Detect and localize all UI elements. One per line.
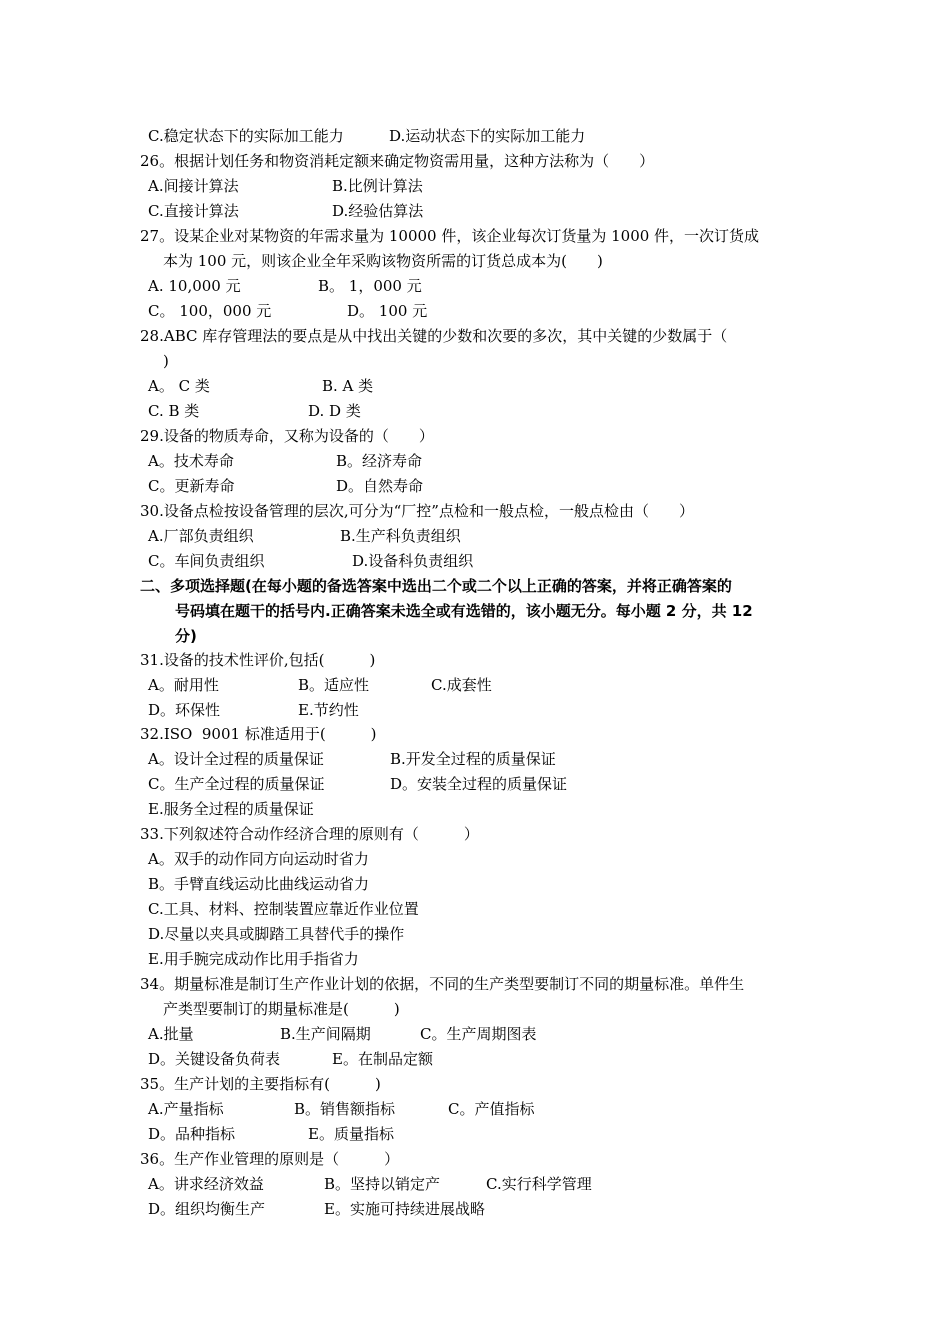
q34-stem-line-2: 产类型要制订的期量标准是( ) — [163, 1000, 400, 1018]
q36-option-b: B。坚持以销定产 — [324, 1175, 441, 1193]
section-2-heading-line-2: 号码填在题干的括号内.正确答案未选全或有选错的，该小题无分。每小题 2 分，共 12 — [175, 602, 753, 620]
q25-option-d: D.运动状态下的实际加工能力 — [389, 127, 586, 145]
q34-option-d: D。关键设备负荷表 — [148, 1050, 281, 1068]
q31-option-a: A。耐用性 — [148, 676, 219, 694]
q32-option-d: D。安装全过程的质量保证 — [390, 775, 568, 793]
q29-option-b: B。经济寿命 — [336, 452, 423, 470]
q35-option-b: B。销售额指标 — [294, 1100, 396, 1118]
q29-stem: 29.设备的物质寿命，又称为设备的（ ） — [140, 427, 434, 445]
q32-option-c: C。生产全过程的质量保证 — [148, 775, 325, 793]
q36-option-e: E。实施可持续进展战略 — [324, 1200, 485, 1218]
q33-option-b: B。手臂直线运动比曲线运动省力 — [148, 875, 370, 893]
q25-option-c: C.稳定状态下的实际加工能力 — [148, 127, 344, 145]
q34-option-e: E。在制品定额 — [332, 1050, 433, 1068]
q27-option-b: B。 1，000 元 — [318, 277, 422, 295]
q35-stem: 35。生产计划的主要指标有( ) — [140, 1075, 381, 1093]
q27-stem-line-2: 本为 100 元，则该企业全年采购该物资所需的订货总成本为( ) — [163, 252, 603, 270]
q35-option-d: D。品种指标 — [148, 1125, 236, 1143]
q28-option-a: A。 C 类 — [148, 377, 210, 395]
q28-stem-line-2: ) — [163, 352, 169, 370]
q36-option-c: C.实行科学管理 — [486, 1175, 592, 1193]
q28-option-d: D. D 类 — [308, 402, 361, 420]
q30-option-d: D.设备科负责组织 — [352, 552, 474, 570]
q36-option-a: A。讲求经济效益 — [148, 1175, 264, 1193]
q26-option-a: A.间接计算法 — [148, 177, 239, 195]
q36-option-d: D。组织均衡生产 — [148, 1200, 266, 1218]
q29-option-c: C。更新寿命 — [148, 477, 235, 495]
q28-option-b: B. A 类 — [322, 377, 374, 395]
q35-option-e: E。质量指标 — [308, 1125, 394, 1143]
q30-option-c: C。车间负责组织 — [148, 552, 265, 570]
q26-option-d: D.经验估算法 — [332, 202, 424, 220]
q34-option-a: A.批量 — [148, 1025, 194, 1043]
q26-stem: 26。根据计划任务和物资消耗定额来确定物资需用量，这种方法称为（ ） — [140, 152, 655, 170]
q28-option-c: C. B 类 — [148, 402, 200, 420]
section-2-heading-line-3: 分) — [175, 627, 197, 645]
q31-stem: 31.设备的技术性评价,包括( ) — [140, 651, 376, 669]
q30-option-b: B.生产科负责组织 — [340, 527, 461, 545]
q33-option-a: A。双手的动作同方向运动时省力 — [148, 850, 369, 868]
q26-option-b: B.比例计算法 — [332, 177, 423, 195]
q35-option-a: A.产量指标 — [148, 1100, 224, 1118]
q33-option-c: C.工具、材料、控制装置应靠近作业位置 — [148, 900, 419, 918]
q34-option-c: C。生产周期图表 — [420, 1025, 537, 1043]
q32-option-a: A。设计全过程的质量保证 — [148, 750, 324, 768]
q32-stem: 32.ISO 9001 标准适用于( ) — [140, 725, 377, 743]
q36-stem: 36。生产作业管理的原则是（ ） — [140, 1150, 400, 1168]
q31-option-d: D。环保性 — [148, 701, 221, 719]
q27-stem-line-1: 27。设某企业对某物资的年需求量为 10000 件，该企业每次订货量为 1000 件，一次订货成 — [140, 227, 760, 245]
q31-option-b: B。适应性 — [298, 676, 370, 694]
q29-option-d: D。自然寿命 — [336, 477, 424, 495]
q26-option-c: C.直接计算法 — [148, 202, 239, 220]
q32-option-e: E.服务全过程的质量保证 — [148, 800, 314, 818]
q33-option-e: E.用手腕完成动作比用手指省力 — [148, 950, 359, 968]
q30-option-a: A.厂部负责组织 — [148, 527, 254, 545]
q28-stem-line-1: 28.ABC 库存管理法的要点是从中找出关键的少数和次要的多次，其中关键的少数属于（ — [140, 327, 728, 345]
q30-stem: 30.设备点检按设备管理的层次,可分为“厂控”点检和一般点检，一般点检由（ ） — [140, 502, 694, 520]
q27-option-a: A. 10,000 元 — [148, 277, 241, 295]
section-2-heading-line-1: 二、多项选择题(在每小题的备选答案中选出二个或二个以上正确的答案，并将正确答案的 — [140, 577, 732, 595]
q31-option-e: E.节约性 — [298, 701, 359, 719]
q34-option-b: B.生产间隔期 — [280, 1025, 371, 1043]
q27-option-d: D。 100 元 — [347, 302, 428, 320]
q35-option-c: C。产值指标 — [448, 1100, 535, 1118]
q33-stem: 33.下列叙述符合动作经济合理的原则有（ ） — [140, 825, 479, 843]
q27-option-c: C。 100，000 元 — [148, 302, 272, 320]
q32-option-b: B.开发全过程的质量保证 — [390, 750, 556, 768]
q31-option-c: C.成套性 — [431, 676, 492, 694]
q29-option-a: A。技术寿命 — [148, 452, 234, 470]
q33-option-d: D.尽量以夹具或脚踏工具替代手的操作 — [148, 925, 405, 943]
q34-stem-line-1: 34。期量标准是制订生产作业计划的依据，不同的生产类型要制订不同的期量标准。单件生 — [140, 975, 745, 993]
